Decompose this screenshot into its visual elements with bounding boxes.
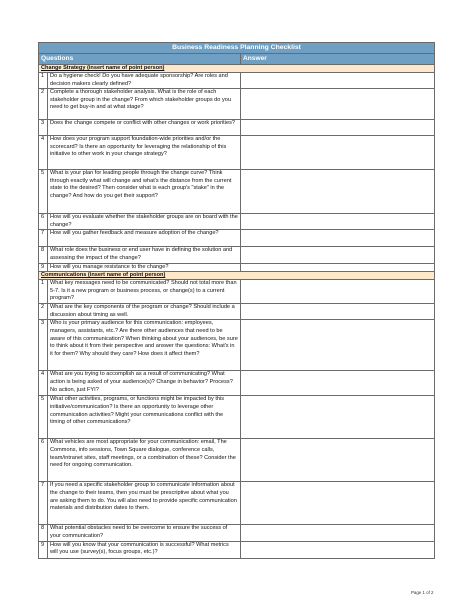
question-text: How will you evaluate whether the stakeholder groups are on board with the change? xyxy=(48,214,241,230)
section-header-row xyxy=(39,272,435,280)
checklist-title: Business Readiness Planning Checklist xyxy=(39,43,435,54)
question-row xyxy=(39,304,435,320)
answer-cell[interactable] xyxy=(241,247,435,263)
question-text: How will you know that your communication is successful? What metrics will you use (survey(s), focus groups, etc.)? xyxy=(48,541,241,558)
question-number: 7 xyxy=(39,230,48,247)
question-number: 8 xyxy=(39,525,48,541)
section-label: Change Strategy (insert name of point person) xyxy=(39,65,435,73)
page-footer: Page 1 of 2 xyxy=(411,590,434,595)
question-number: 1 xyxy=(39,73,48,89)
answer-cell[interactable] xyxy=(241,371,435,396)
answer-cell[interactable] xyxy=(241,525,435,541)
question-row xyxy=(39,263,435,272)
answer-cell[interactable] xyxy=(241,170,435,214)
question-text: Does the change compete or conflict with other changes or work priorities? xyxy=(48,120,241,136)
question-row xyxy=(39,120,435,136)
checklist-sheet xyxy=(38,42,434,559)
question-number: 7 xyxy=(39,482,48,525)
question-text: How will you gather feedback and measure adoption of the change? xyxy=(48,230,241,247)
answer-cell[interactable] xyxy=(241,396,435,439)
question-row xyxy=(39,280,435,304)
question-number: 8 xyxy=(39,247,48,263)
checklist-table xyxy=(38,42,435,559)
question-text: What role does the business or end user have in defining the solution and assessing the impact of the change? xyxy=(48,247,241,263)
question-text: What are you trying to accomplish as a result of communicating? What action is being asked of your audience(s)? Change in behavior? Process? No action, just FYI? xyxy=(48,371,241,396)
answer-cell[interactable] xyxy=(241,280,435,304)
question-number: 4 xyxy=(39,371,48,396)
question-number: 6 xyxy=(39,439,48,482)
question-row xyxy=(39,396,435,439)
question-number: 5 xyxy=(39,170,48,214)
question-number: 9 xyxy=(39,541,48,558)
question-text: What are the key components of the program or change? Should include a discussion about timing as well. xyxy=(48,304,241,320)
question-number: 1 xyxy=(39,280,48,304)
section-header-row xyxy=(39,65,435,73)
answer-cell[interactable] xyxy=(241,320,435,371)
question-text: What vehicles are most appropriate for your communication: email, The Commons, info sessions, Town Square dialogue, conference calls, team/intranet sites, staff meetings, or a combination of these? Consider the need for ongoing communication. xyxy=(48,439,241,482)
question-number: 2 xyxy=(39,304,48,320)
answer-cell[interactable] xyxy=(241,439,435,482)
section-label: Communications (insert name of point person) xyxy=(39,272,435,280)
question-number: 3 xyxy=(39,120,48,136)
answer-cell[interactable] xyxy=(241,304,435,320)
question-number: 4 xyxy=(39,136,48,170)
question-row xyxy=(39,482,435,525)
question-row xyxy=(39,73,435,89)
question-text: Do a hygiene check! Do you have adequate sponsorship? Are roles and decision makers clearly defined? xyxy=(48,73,241,89)
title-row xyxy=(39,43,435,54)
question-row xyxy=(39,525,435,541)
question-row xyxy=(39,214,435,230)
question-row xyxy=(39,541,435,558)
question-number: 6 xyxy=(39,214,48,230)
question-text: What is your plan for leading people through the change curve? Think through exactly what will change and what's the distance from the current state to the desired? Then consider what is each group's "stake" in the change? And how do you get their support? xyxy=(48,170,241,214)
answer-cell[interactable] xyxy=(241,541,435,558)
question-text: If you need a specific stakeholder group to communicate information about the change to their teams, then you must be prescriptive about what you are asking them to do. You will also need to provide specific communication materials and distribution dates to them. xyxy=(48,482,241,525)
answer-cell[interactable] xyxy=(241,230,435,247)
question-text: How does your program support foundation-wide priorities and/or the scorecard? Is there an opportunity for leveraging the relationship of this initiative to other work in your change strategy? xyxy=(48,136,241,170)
question-text: What potential obstacles need to be overcome to ensure the success of your communication? xyxy=(48,525,241,541)
question-row xyxy=(39,136,435,170)
question-number: 9 xyxy=(39,263,48,272)
question-number: 2 xyxy=(39,89,48,120)
question-row xyxy=(39,230,435,247)
question-number: 3 xyxy=(39,320,48,371)
question-row xyxy=(39,320,435,371)
questions-header: Questions xyxy=(39,54,241,65)
answer-cell[interactable] xyxy=(241,120,435,136)
answer-cell[interactable] xyxy=(241,214,435,230)
question-row xyxy=(39,247,435,263)
question-row xyxy=(39,371,435,396)
answer-cell[interactable] xyxy=(241,73,435,89)
answer-cell[interactable] xyxy=(241,89,435,120)
question-text: What other activities, programs, or functions might be impacted by this initiative/communication? Is there an opportunity to leverage other communication activities? Might your communications conflict with the timing of other communications? xyxy=(48,396,241,439)
question-text: Who is your primary audience for this communication: employees, managers, assistants, etc.? Are there other audiences that need to be aware of this communication? When thinking about your audiences, be sure to think about it from their perspective and answer the questions: What's in it for them? Why should they care? How does it affect them? xyxy=(48,320,241,371)
answer-cell[interactable] xyxy=(241,263,435,272)
question-text: How will you manage resistance to the change? xyxy=(48,263,241,272)
question-row xyxy=(39,89,435,120)
question-row xyxy=(39,170,435,214)
question-number: 5 xyxy=(39,396,48,439)
question-text: Complete a thorough stakeholder analysis. What is the role of each stakeholder group in the change? From which stakeholder groups do you need to get buy-in and at what stage? xyxy=(48,89,241,120)
question-text: What key messages need to be communicated? Should not total more than 5-7. Is it a new program or business process, or change(s) to a current program? xyxy=(48,280,241,304)
answer-cell[interactable] xyxy=(241,136,435,170)
header-row xyxy=(39,54,435,65)
question-row xyxy=(39,439,435,482)
answer-header: Answer xyxy=(241,54,435,65)
answer-cell[interactable] xyxy=(241,482,435,525)
